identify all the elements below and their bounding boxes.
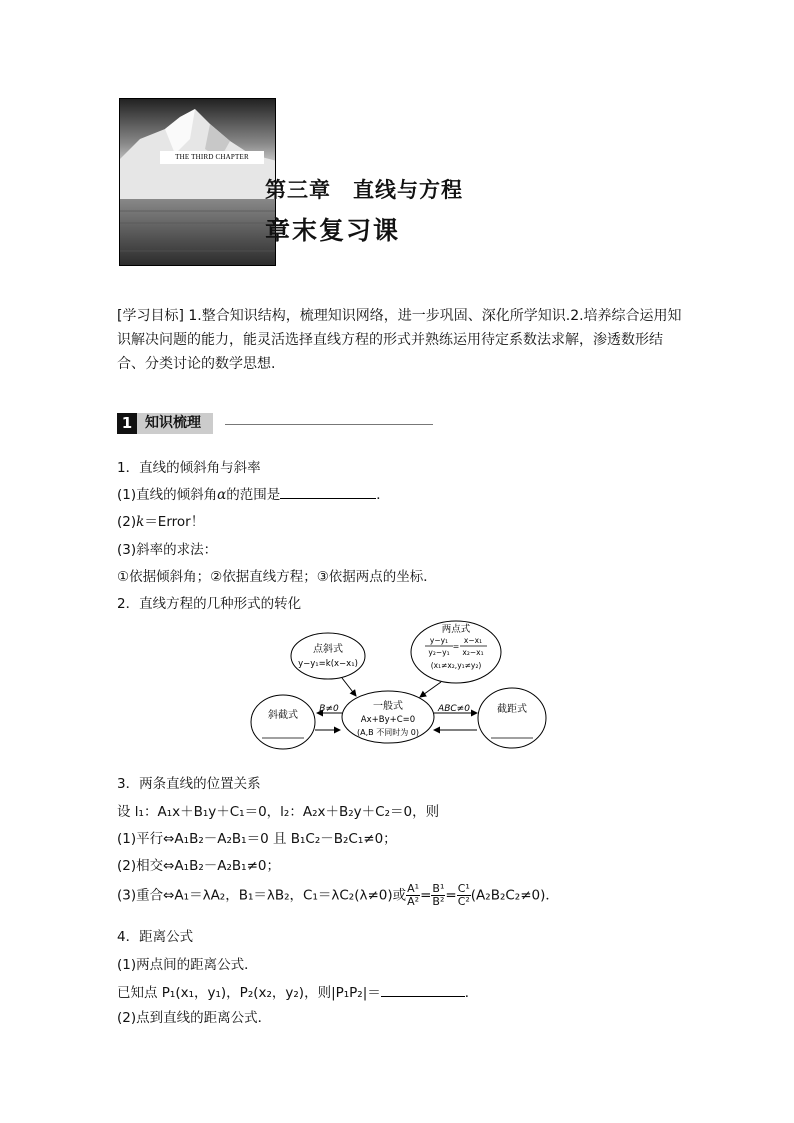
arrow-two-point-to-general <box>420 682 441 697</box>
line-point-line-distance: (2)点到直线的距离公式． <box>117 1010 272 1026</box>
text: 的范围是 <box>226 487 281 503</box>
point-slope-label: 点斜式 <box>313 644 343 655</box>
line-distance-formula <box>117 981 478 1001</box>
answer-blank <box>280 498 376 499</box>
heading-inclination-slope: 1．直线的倾斜角与斜率 <box>117 460 261 476</box>
fraction-b: $\frac{\text{B¹}}{\text{B²}}$ <box>432 882 445 908</box>
alpha-symbol: α <box>217 487 227 503</box>
line-slope-formula <box>117 510 204 530</box>
text: ． <box>464 985 479 1001</box>
heading-line-forms: 2．直线方程的几种形式的转化 <box>117 596 302 612</box>
two-point-num-right: x−x₁ <box>463 636 483 645</box>
slope-intercept-label: 斜截式 <box>268 710 298 721</box>
text: (1)直线的倾斜角 <box>117 487 218 503</box>
line-slope-methods: ①依据倾斜角；②依据直线方程；③依据两点的坐标． <box>117 569 437 585</box>
image-caption: THE THIRD CHAPTER <box>160 151 264 164</box>
answer-blank <box>381 996 465 997</box>
line-two-point-distance: (1)两点间的距离公式． <box>117 957 258 973</box>
lesson-title: 章末复习课 <box>265 216 401 245</box>
point-slope-formula: y−y₁=k(x−x₁) <box>298 659 358 669</box>
general-formula: Ax+By+C=0 <box>360 715 416 725</box>
line-forms-diagram <box>248 618 558 758</box>
svg-text:=: = <box>452 642 460 651</box>
two-point-den-left: y₂−y₁ <box>428 648 450 657</box>
line-coincide: (3)重合⇔A₁＝λA₂，B₁＝λB₂，C₁＝λC₂(λ≠0)或 $\frac{\text{A¹}}{\text{A²}}$ = $\frac{\text{B¹}}{\text{B²}}$ = $\frac{\text{C¹}}{\text{C²}}$ (A₂B₂C₂≠0)． <box>117 882 559 908</box>
point-slope-node <box>291 633 365 679</box>
slope-intercept-node <box>251 695 315 749</box>
intercept-node <box>478 688 546 748</box>
heading-line-positions: 3．两条直线的位置关系 <box>117 776 261 792</box>
text: ． <box>376 487 390 503</box>
line-slope-methods-title: (3)斜率的求法： <box>117 542 218 558</box>
line-define-l1-l2: 设 l₁：A₁x＋B₁y＋C₁＝0，l₂：A₂x＋B₂y＋C₂＝0，则 <box>117 804 440 820</box>
fraction-a: $\frac{\text{A¹}}{\text{A²}}$ <box>407 882 420 908</box>
arrow-label-abc: ABC≠0 <box>438 704 470 714</box>
two-point-den-right: x₂−x₁ <box>462 648 484 657</box>
general-condition: (A,B 不同时为 0) <box>357 728 419 737</box>
general-label: 一般式 <box>373 701 403 712</box>
arrow-point-slope-to-general <box>342 678 356 696</box>
arrow-label-b: B≠0 <box>319 704 339 714</box>
text: ＝Error！ <box>144 514 205 530</box>
section-number: 1 <box>117 413 137 434</box>
text: (A₂B₂C₂≠0)． <box>470 887 559 904</box>
k-symbol: k <box>136 514 145 530</box>
two-point-condition: (x₁≠x₂,y₁≠y₂) <box>430 661 482 670</box>
fraction-c: $\frac{\text{C¹}}{\text{C²}}$ <box>457 882 470 908</box>
text: (2) <box>117 514 137 530</box>
section-label: 知识梳理 <box>137 413 213 434</box>
heading-distance: 4．距离公式 <box>117 929 194 945</box>
text: 已知点 P₁(x₁，y₁)，P₂(x₂，y₂)，则|P₁P₂|＝ <box>117 985 381 1001</box>
text: (3)重合⇔A₁＝λA₂，B₁＝λB₂，C₁＝λC₂(λ≠0)或 <box>117 887 407 904</box>
line-parallel: (1)平行⇔A₁B₂－A₂B₁＝0 且 B₁C₂－B₂C₁≠0； <box>117 831 397 847</box>
objectives-text: 1.整合知识结构，梳理知识网络，进一步巩固、深化所学知识.2.培养综合运用知识解决问题的能力，能灵活选择直线方程的形式并熟练运用待定系数法求解，渗透数形结合、分类讨论的数学思想. <box>117 308 682 372</box>
section-header <box>117 413 213 434</box>
two-point-label: 两点式 <box>441 624 471 635</box>
two-point-num-left: y−y₁ <box>429 636 449 645</box>
line-intersect: (2)相交⇔A₁B₂－A₂B₁≠0； <box>117 858 280 874</box>
chapter-header-image <box>119 98 276 266</box>
section-divider <box>225 424 433 425</box>
chapter-title: 第三章 直线与方程 <box>265 178 463 202</box>
intercept-label: 截距式 <box>497 704 527 715</box>
learning-objectives <box>117 304 685 376</box>
line-inclination-range <box>117 483 390 503</box>
objectives-label: [学习目标] <box>117 308 184 324</box>
